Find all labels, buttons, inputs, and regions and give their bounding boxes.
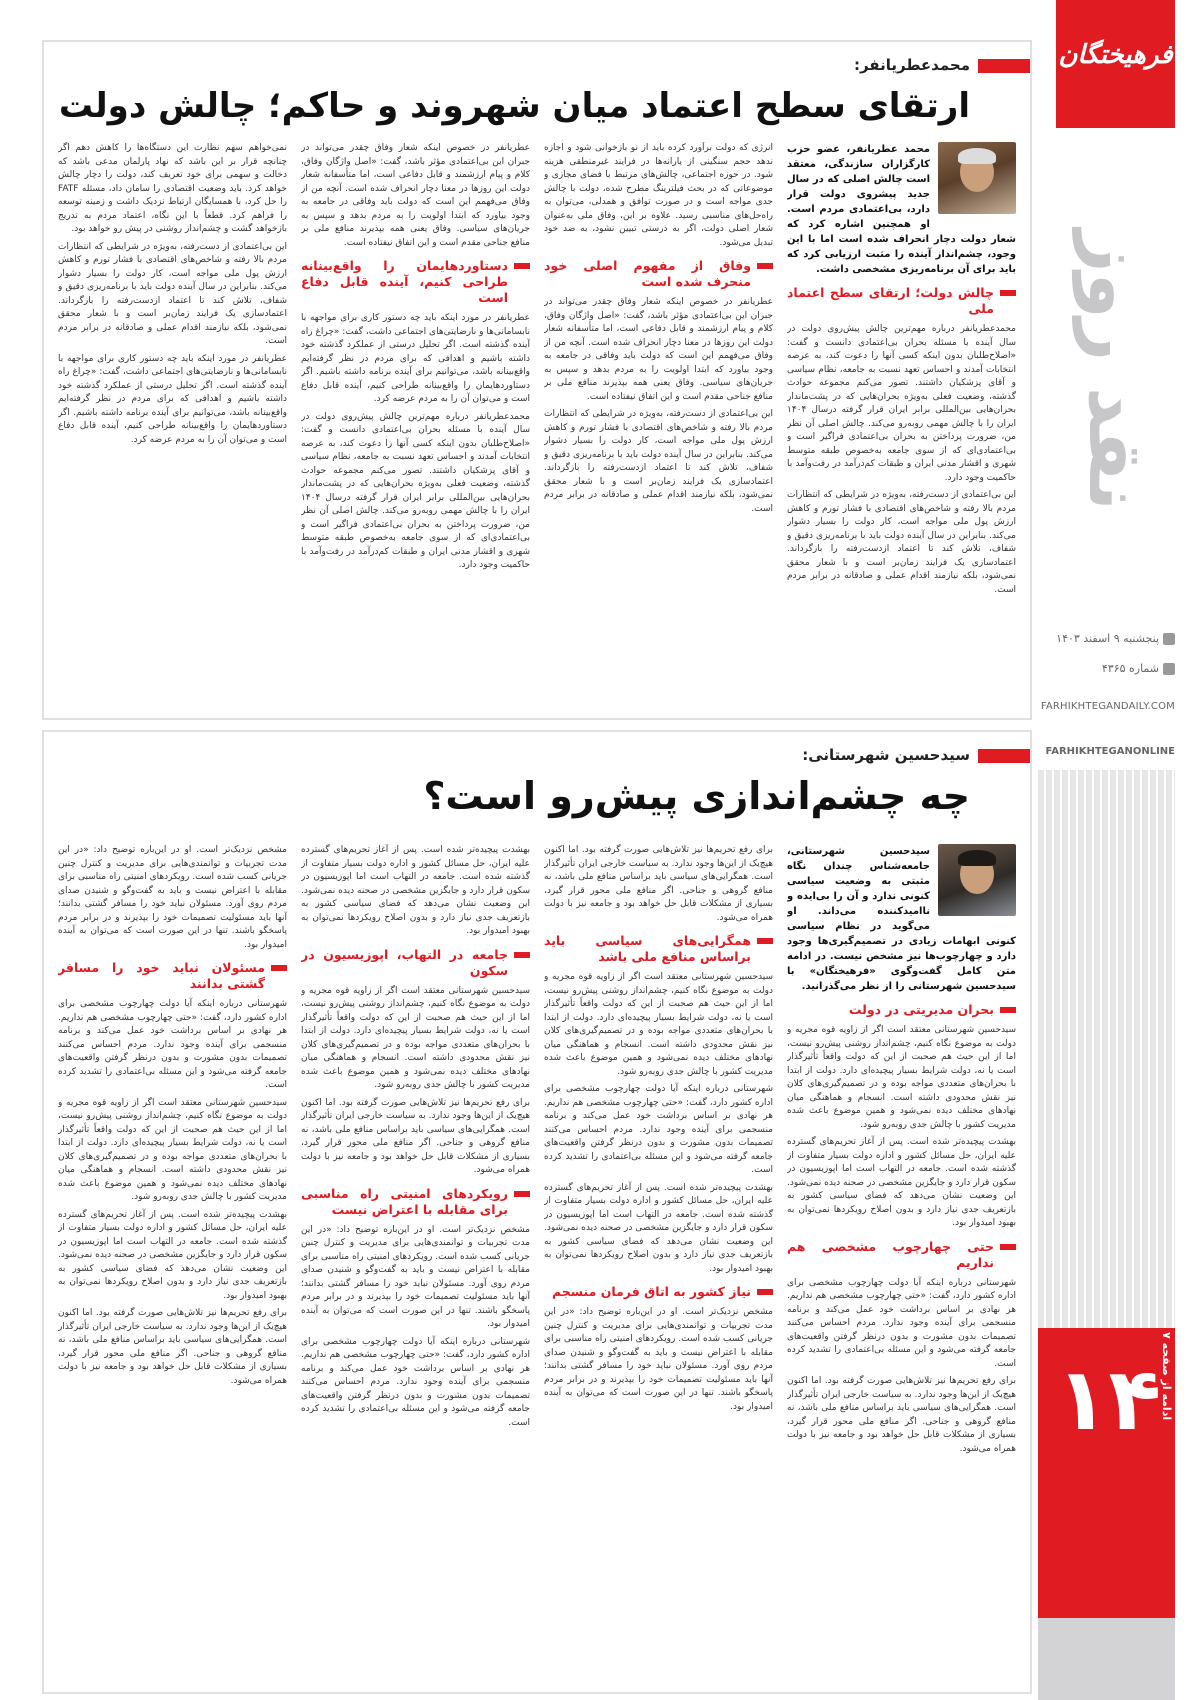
paragraph: عطریانفر در خصوص اینکه شعار وفاق چقدر می‌تواند در جبران این بی‌اعتمادی مؤثر باشد، گفت: «اصل واژگان وفاق، کلام و پیام ارزشمند و قابل دفاعی است، اما متأسفانه شعار دولت این روزها در معنا دچار انحراف شده است. آنچه من از وفاق می‌فهمم این است که دولت باید وفاقی در جامعه به وجود بیاورد که ابتدا اولویت را به مردم بدهد و سپس به جریان‌های سیاسی. وفاق یعنی همه بپذیرند منافع ملی بر منافع جناحی مقدم است و این اتفاق نیفتاده است. bbox=[301, 143, 530, 248]
paragraph: برای رفع تحریم‌ها نیز تلاش‌هایی صورت گرفته بود. اما اکنون هیچ‌یک از این‌ها وجود ندارد. به سیاست خارجی ایران تأثیرگذار است. همگرایی‌های سیاسی باید براساس منافع ملی باشد، نه منافع گروهی و جناحی. اگر منافع ملی محور قرار گیرد، بسیاری از مشکلات قابل حل خواهد بود و جامعه نیز با دولت همراه می‌شود. bbox=[544, 845, 773, 923]
paragraph: بهشدت پیچیده‌تر شده است. پس از آغاز تحریم‌های گسترده علیه ایران، حل مسائل کشور و اداره دولت بسیار متفاوت از گذشته شده است. جامعه در التهاب است اما اپوزیسیون در سکون قرار دارد و جایگزین مشخصی در صحنه دیده نمی‌شود. این وضعیت نشان می‌دهد که فضای سیاسی کشور به بازتعریف جدی نیاز دارد و بدون اصلاح رویکردها نمی‌توان به بهبود امیدوار بود. bbox=[58, 1209, 287, 1301]
article-columns bbox=[58, 142, 1016, 708]
newspaper-logo[interactable] bbox=[1056, 0, 1175, 128]
paragraph: این بی‌اعتمادی از دست‌رفته، به‌ویژه در شرایطی که انتظارات مردم بالا رفته و شاخص‌های اقتصادی با فشار تورم و کاهش ارزش پول ملی مواجه است، کار دولت را بسیار دشوار می‌کند. بنابراین در سال آینده دولت باید با برنامه‌ریزی دقیق و شفاف، تلاش کند تا اعتماد ازدست‌رفته را بازگرداند. اعتمادسازی یک فرایند زمان‌بر است و با شعار محقق نمی‌شود، بلکه نیازمند اقدام عملی و صادقانه در برابر مردم است. bbox=[544, 409, 773, 514]
article-author: محمدعطریانفر: bbox=[853, 56, 970, 74]
paragraph: بهشدت پیچیده‌تر شده است. پس از آغاز تحریم‌های گسترده علیه ایران، حل مسائل کشور و اداره دولت بسیار متفاوت از گذشته شده است. جامعه در التهاب است اما اپوزیسیون در سکون قرار دارد و جایگزین مشخصی در صحنه دیده نمی‌شود. این وضعیت نشان می‌دهد که فضای سیاسی کشور به بازتعریف جدی نیاز دارد و بدون اصلاح رویکردها نمی‌توان به بهبود امیدوار بود. bbox=[301, 845, 530, 936]
page-number: ۱۴ bbox=[1056, 1350, 1161, 1450]
paragraph: انرژی که دولت برآورد کرده باید از نو بازخوانی شود و اجازه ندهد حجم سنگینی از یارانه‌ها در فرایند غیرمنطقی هزینه شود. در حوزه اجتماعی، چالش‌های مرتبط با فضای مجازی و موضوعاتی که در بحث فیلترینگ مطرح شده، دولت با چالش جدی مواجه است و در صورت توافق و همدلی، می‌توان به راه‌حل‌های مناسبی رسید. علاوه بر این، وفاق ملی به‌عنوان شعار اصلی دولت، اگر به درستی تبیین نشود، به ضد خود تبدیل می‌شود. bbox=[544, 143, 773, 248]
paragraph: مشخص نزدیک‌تر است. او در این‌باره توضیح داد: «در این مدت تجربیات و توانمندی‌هایی برای مدیریت و کنترل چنین جریانی کسب شده است. رویکردهای امنیتی راه مناسبی برای مقابله با اعتراض نیست و باید به گفت‌وگو و شنیدن صدای مردم روی آورد. مسئولان نباید خود را مسافر گشتی بدانند؛ آنها باید مسئولیت تصمیمات خود را بپذیرند و در برابر مردم پاسخگو باشند. تنها در این صورت است که می‌توان به آینده امیدوار بود. bbox=[544, 1307, 773, 1412]
article-headline: چه چشم‌اندازی پیش‌رو است؟ bbox=[423, 774, 970, 818]
paragraph: عطریانفر در مورد اینکه باید چه دستور کاری برای مواجهه با نابسامانی‌ها و نارضایتی‌های اجتماعی داشت، گفت: «چراغ راه آینده گذشته است. اگر تحلیل درستی از عملکرد گذشته خود داشته باشیم و اهدافی که برای مردم در نظر گرفته‌ایم واقع‌بینانه باشد، می‌توانیم برای آینده برنامه داشته باشیم. اگر دستاوردهایمان را واقع‌بینانه طراحی کنیم، آینده قابل دفاع است و می‌توان آن را به مردم عرضه کرد. bbox=[301, 313, 530, 404]
paragraph: محمدعطریانفر درباره مهم‌ترین چالش پیش‌روی دولت در سال آینده با مسئله بحران بی‌اعتمادی دانست و گفت: «اصلاح‌طلبان بدون اینکه کسی آنها را دعوت کند، به عرصه انتخابات آمدند و احساس تعهد نسبت به جامعه، نظام سیاسی و آقای پزشکیان داشتند. تصور می‌کنم مجموعه حوادث گذشته، وضعیت فعلی به‌ویژه بحران‌هایی که در پشت‌ماندار بحران‌هایی بین‌المللی برابر ایران قرار گرفته درسال ۱۴۰۴ ایران را با چالش مهمی روبه‌رو می‌کند. چالش اصلی آن نظر من، ضرورت پرداختن به بحران بی‌اعتمادی فراگیر است و بی‌اعتمادی‌ای که از سوی جامعه به‌خصوص طبقه متوسط شهری و اقشار مدنی ایران و طبقات کم‌درآمد در رفت‌وآمد با حاکمیت وجود دارد. bbox=[301, 411, 530, 570]
author-marker bbox=[978, 749, 1030, 763]
section-title: نقد روز bbox=[1072, 229, 1158, 511]
paragraph: برای رفع تحریم‌ها نیز تلاش‌هایی صورت گرفته بود. اما اکنون هیچ‌یک از این‌ها وجود ندارد. به سیاست خارجی ایران تأثیرگذار است. همگرایی‌های سیاسی باید براساس منافع ملی باشد، نه منافع گروهی و جناحی. اگر منافع ملی محور قرار گیرد، بسیاری از مشکلات قابل حل خواهد بود و جامعه نیز با دولت همراه می‌شود. bbox=[58, 1308, 287, 1386]
article-lead: محمد عطریانفر، عضو حزب کارگزاران سازندگی، معتقد است چالش اصلی که در سال جدید پیشروی دولت قرار دارد، بی‌اعتمادی مردم است. او همچنین اشاره کرد که شعار دولت دچار انحراف شده است اما با این وجود، چشم‌انداز آینده را مثبت ارزیابی کرد که باید برای آن برنامه‌ریزی مشخصی داشت. bbox=[787, 144, 1016, 275]
website-link[interactable]: FARHIKHTEGANDAILY.COM bbox=[1040, 701, 1175, 712]
article-columns bbox=[58, 844, 1016, 1682]
paragraph: شهرستانی درباره اینکه آیا دولت چهارچوب مشخصی برای اداره کشور دارد، گفت: «حتی چهارچوب مشخصی هم نداریم. هر نهادی بر اساس برداشت خود عمل می‌کند و برنامه منسجمی برای آینده وجود ندارد. مردم احساس می‌کنند تصمیمات بدون مشورت و بدون درنظر گرفتن واقعیت‌های جامعه گرفته می‌شود و این مسئله بی‌اعتمادی را تشدید کرده است. bbox=[301, 1336, 530, 1428]
column-4 bbox=[58, 142, 287, 708]
subheading: بحران مدیریتی در دولت bbox=[787, 1002, 1016, 1018]
author-photo bbox=[938, 142, 1016, 214]
paragraph: شهرستانی درباره اینکه آیا دولت چهارچوب مشخصی برای اداره کشور دارد، گفت: «حتی چهارچوب مشخصی هم نداریم. هر نهادی بر اساس برداشت خود عمل می‌کند و برنامه منسجمی برای آینده وجود ندارد. مردم احساس می‌کنند تصمیمات بدون مشورت و بدون درنظر گرفتن واقعیت‌های جامعه گرفته می‌شود و این مسئله بی‌اعتمادی را تشدید کرده است. bbox=[787, 1277, 1016, 1369]
paragraph: برای رفع تحریم‌ها نیز تلاش‌هایی صورت گرفته بود. اما اکنون هیچ‌یک از این‌ها وجود ندارد. به سیاست خارجی ایران تأثیرگذار است. همگرایی‌های سیاسی باید براساس منافع ملی باشد، نه منافع گروهی و جناحی. اگر منافع ملی محور قرار گیرد، بسیاری از مشکلات قابل حل خواهد بود و جامعه نیز با دولت همراه می‌شود. bbox=[301, 1097, 530, 1175]
paragraph: برای رفع تحریم‌ها نیز تلاش‌هایی صورت گرفته بود. اما اکنون هیچ‌یک از این‌ها وجود ندارد. به سیاست خارجی ایران تأثیرگذار است. همگرایی‌های سیاسی باید براساس منافع ملی باشد، نه منافع گروهی و جناحی. اگر منافع ملی محور قرار گیرد، بسیاری از مشکلات قابل حل خواهد بود و جامعه نیز با دولت همراه می‌شود. bbox=[787, 1376, 1016, 1454]
issue-date bbox=[1035, 632, 1175, 645]
article-author: سیدحسین شهرستانی: bbox=[802, 746, 970, 764]
subheading: نیاز کشور به اتاق فرمان منسجم bbox=[544, 1284, 773, 1300]
strip-footer bbox=[1038, 1618, 1175, 1700]
paragraph: نمی‌خواهم سهم نظارت این دستگاه‌ها را کاهش دهم اگر چنانچه قرار بر این باشد که نهاد پارلمان مدعی باشد که دخالت و سهمی برای خود تعریف کند، دولت را دچار چالش خواهد کرد. باید وضعیت اقتصادی را سامان داد، مسئله FATF را حل کرد، با همسایگان ارتباط نزدیک داشت و زمینه توسعه را فراهم کرد. قطعاً با این نگاه، اعتماد مردم به تدریج بازخواهد گشت و چشم‌انداز روشنی در پیش رو خواهد بود. bbox=[58, 143, 287, 234]
issue-number bbox=[1035, 662, 1175, 675]
author-marker bbox=[978, 59, 1030, 73]
paragraph: محمدعطریانفر درباره مهم‌ترین چالش پیش‌روی دولت در سال آینده با مسئله بحران بی‌اعتمادی دانست و گفت: «اصلاح‌طلبان بدون اینکه کسی آنها را دعوت کند، به عرصه انتخابات آمدند و احساس تعهد نسبت به جامعه، نظام سیاسی و آقای پزشکیان داشتند. تصور می‌کنم مجموعه حوادث گذشته، وضعیت فعلی به‌ویژه بحران‌هایی که در پشت‌ماندار بحران‌هایی بین‌المللی برابر ایران قرار گرفته درسال ۱۴۰۴ ایران را با چالش مهمی روبه‌رو می‌کند. چالش اصلی آن نظر من، ضرورت پرداختن به بحران بی‌اعتمادی فراگیر است و بی‌اعتمادی‌ای که از سوی جامعه به‌خصوص طبقه متوسط شهری و اقشار مدنی ایران و طبقات کم‌درآمد در رفت‌وآمد با حاکمیت وجود دارد. bbox=[787, 324, 1016, 483]
paragraph: شهرستانی درباره اینکه آیا دولت چهارچوب مشخصی برای اداره کشور دارد، گفت: «حتی چهارچوب مشخصی هم نداریم. هر نهادی بر اساس برداشت خود عمل می‌کند و برنامه منسجمی برای آینده وجود ندارد. مردم احساس می‌کنند تصمیمات بدون مشورت و بدون درنظر گرفتن واقعیت‌های جامعه گرفته می‌شود و این مسئله بی‌اعتمادی را تشدید کرده است. bbox=[58, 999, 287, 1090]
continue-note: ادامه از صفحه ۷ bbox=[1160, 1332, 1173, 1421]
column-4 bbox=[58, 844, 287, 1682]
subheading: دستاوردهایمان را واقع‌بینانه طراحی کنیم، آینده قابل دفاع است bbox=[301, 258, 530, 306]
article-atrianfar bbox=[42, 40, 1032, 720]
subheading: جامعه در التهاب، اپوزیسیون در سکون bbox=[301, 947, 530, 979]
subheading: رویکردهای امنیتی راه مناسبی برای مقابله با اعتراض نیست bbox=[301, 1186, 530, 1218]
paragraph: عطریانفر در خصوص اینکه شعار وفاق چقدر می‌تواند در جبران این بی‌اعتمادی مؤثر باشد، گفت: «اصل واژگان وفاق، کلام و پیام ارزشمند و قابل دفاعی است، اما متأسفانه شعار دولت این روزها در معنا دچار انحراف شده است. آنچه من از وفاق می‌فهمم این است که دولت باید وفاقی در جامعه به وجود بیاورد که ابتدا اولویت را به مردم بدهد و سپس به جریان‌های سیاسی. وفاق یعنی همه بپذیرند منافع ملی بر منافع جناحی مقدم است و این اتفاق نیفتاده است. bbox=[544, 297, 773, 402]
column-1 bbox=[787, 844, 1016, 1682]
calendar-icon bbox=[1163, 633, 1175, 645]
paragraph: این بی‌اعتمادی از دست‌رفته، به‌ویژه در شرایطی که انتظارات مردم بالا رفته و شاخص‌های اقتصادی با فشار تورم و کاهش ارزش پول ملی مواجه است، کار دولت را بسیار دشوار می‌کند. بنابراین در سال آینده دولت باید با برنامه‌ریزی دقیق و شفاف، تلاش کند تا اعتماد ازدست‌رفته را بازگرداند. اعتمادسازی یک فرایند زمان‌بر است و با شعار محقق نمی‌شود، بلکه نیازمند اقدام عملی و صادقانه در برابر مردم است. bbox=[58, 241, 287, 346]
column-2 bbox=[544, 142, 773, 708]
subheading: حتی چهارچوب مشخصی هم نداریم bbox=[787, 1239, 1016, 1271]
decorative-pattern bbox=[1038, 770, 1175, 1330]
paragraph: مشخص نزدیک‌تر است. او در این‌باره توضیح داد: «در این مدت تجربیات و توانمندی‌هایی برای مدیریت و کنترل چنین جریانی کسب شده است. رویکردهای امنیتی راه مناسبی برای مقابله با اعتراض نیست و باید به گفت‌وگو و شنیدن صدای مردم روی آورد. مسئولان نباید خود را مسافر گشتی بدانند؛ آنها باید مسئولیت تصمیمات خود را بپذیرند و در برابر مردم پاسخگو باشند. تنها در این صورت است که می‌توان به آینده امیدوار بود. bbox=[58, 845, 287, 950]
paragraph: مشخص نزدیک‌تر است. او در این‌باره توضیح داد: «در این مدت تجربیات و توانمندی‌هایی برای مدیریت و کنترل چنین جریانی کسب شده است. رویکردهای امنیتی راه مناسبی برای مقابله با اعتراض نیست و باید به گفت‌وگو و شنیدن صدای مردم روی آورد. مسئولان نباید خود را مسافر گشتی بدانند؛ آنها باید مسئولیت تصمیمات خود را بپذیرند و در برابر مردم پاسخگو باشند. تنها در این صورت است که می‌توان به آینده امیدوار بود. bbox=[301, 1224, 530, 1329]
subheading: وفاق از مفهوم اصلی خود منحرف شده است bbox=[544, 258, 773, 290]
paragraph: این بی‌اعتمادی از دست‌رفته، به‌ویژه در شرایطی که انتظارات مردم بالا رفته و شاخص‌های اقتصادی با فشار تورم و کاهش ارزش پول ملی مواجه است، کار دولت را بسیار دشوار می‌کند. بنابراین در سال آینده دولت باید با برنامه‌ریزی دقیق و شفاف، تلاش کند تا اعتماد ازدست‌رفته را بازگرداند. اعتمادسازی یک فرایند زمان‌بر است و با شعار محقق نمی‌شود، بلکه نیازمند اقدام عملی و صادقانه در برابر مردم است. bbox=[787, 490, 1016, 595]
article-headline: ارتقای سطح اعتماد میان شهروند و حاکم؛ چالش دولت bbox=[58, 86, 970, 126]
article-lead: سیدحسین شهرستانی، جامعه‌شناس چندان نگاه مثبتی به وضعیت سیاسی کنونی ندارد و آن را بی‌ایده و ناامیدکننده می‌داند. او می‌گوید در نظام سیاسی کنونی ابهامات زیادی در تصمیم‌گیری‌ها وجود دارد و چهارچوب‌ها نیز مشخص نیست. در ادامه متن کامل گفت‌وگوی «فرهیختگان» با سیدحسین شهرستانی را از نظر می‌گذرانید. bbox=[787, 846, 1016, 992]
column-1 bbox=[787, 142, 1016, 708]
logo-text: فرهیختگان bbox=[1058, 40, 1173, 70]
paragraph: سیدحسین شهرستانی معتقد است اگر از زاویه قوه مجریه و دولت به موضوع نگاه کنیم، چشم‌انداز روشنی پیش‌رو نیست، اما از این حیث هم صحبت از این که دولت واقعاً تأثیرگذار است یا نه، دولت شرایط بسیار پیچیده‌ای دارد. دولت از ابتدا با بحران‌های متعددی مواجه بوده و در تصمیم‌گیری‌های کلان نیز نقش محدودی داشته است. انسجام و هماهنگی میان نهادهای مختلف دیده نمی‌شود و همین موضوع باعث شده مدیریت کشور با چالش جدی روبه‌رو شود. bbox=[301, 985, 530, 1090]
paragraph: سیدحسین شهرستانی معتقد است اگر از زاویه قوه مجریه و دولت به موضوع نگاه کنیم، چشم‌انداز روشنی پیش‌رو نیست، اما از این حیث هم صحبت از این که دولت واقعاً تأثیرگذار است یا نه، دولت شرایط بسیار پیچیده‌ای دارد. دولت از ابتدا با بحران‌های متعددی مواجه بوده و در تصمیم‌گیری‌های کلان نیز نقش محدودی داشته است. انسجام و هماهنگی میان نهادهای مختلف دیده نمی‌شود و همین موضوع باعث شده مدیریت کشور با چالش جدی روبه‌رو شود. bbox=[544, 972, 773, 1077]
article-shahrestani bbox=[42, 730, 1032, 1694]
column-2 bbox=[544, 844, 773, 1682]
issue-number-text: شماره ۴۳۶۵ bbox=[1101, 662, 1159, 675]
paragraph: عطریانفر در مورد اینکه باید چه دستور کاری برای مواجهه با نابسامانی‌ها و نارضایتی‌های اجتماعی داشت، گفت: «چراغ راه آینده گذشته است. اگر تحلیل درستی از عملکرد گذشته خود داشته باشیم و اهدافی که برای مردم در نظر گرفته‌ایم واقع‌بینانه باشد، می‌توانیم برای آینده برنامه داشته باشیم. اگر دستاوردهایمان را واقع‌بینانه طراحی کنیم، آینده قابل دفاع است و می‌توان آن را به مردم عرضه کرد. bbox=[58, 353, 287, 445]
column-3 bbox=[301, 844, 530, 1682]
paragraph: سیدحسین شهرستانی معتقد است اگر از زاویه قوه مجریه و دولت به موضوع نگاه کنیم، چشم‌انداز روشنی پیش‌رو نیست، اما از این حیث هم صحبت از این که دولت واقعاً تأثیرگذار است یا نه، دولت شرایط بسیار پیچیده‌ای دارد. دولت از ابتدا با بحران‌های متعددی مواجه بوده و در تصمیم‌گیری‌های کلان نیز نقش محدودی داشته است. انسجام و هماهنگی میان نهادهای مختلف دیده نمی‌شود و همین موضوع باعث شده مدیریت کشور با چالش جدی روبه‌رو شود. bbox=[58, 1097, 287, 1202]
issue-icon bbox=[1163, 663, 1175, 675]
paragraph: شهرستانی درباره اینکه آیا دولت چهارچوب مشخصی برای اداره کشور دارد، گفت: «حتی چهارچوب مشخصی هم نداریم. هر نهادی بر اساس برداشت خود عمل می‌کند و برنامه منسجمی برای آینده وجود ندارد. مردم احساس می‌کنند تصمیمات بدون مشورت و بدون درنظر گرفتن واقعیت‌های جامعه گرفته می‌شود و این مسئله بی‌اعتمادی را تشدید کرده است. bbox=[544, 1084, 773, 1175]
paragraph: بهشدت پیچیده‌تر شده است. پس از آغاز تحریم‌های گسترده علیه ایران، حل مسائل کشور و اداره دولت بسیار متفاوت از گذشته شده است. جامعه در التهاب است اما اپوزیسیون در سکون قرار دارد و جایگزین مشخصی در صحنه دیده نمی‌شود. این وضعیت نشان می‌دهد که فضای سیاسی کشور به بازتعریف جدی نیاز دارد و بدون اصلاح رویکردها نمی‌توان به بهبود امیدوار بود. bbox=[544, 1182, 773, 1274]
instagram-handle[interactable]: FARHIKHTEGANONLINE bbox=[1045, 746, 1175, 757]
paragraph: سیدحسین شهرستانی معتقد است اگر از زاویه قوه مجریه و دولت به موضوع نگاه کنیم، چشم‌انداز روشنی پیش‌رو نیست، اما از این حیث هم صحبت از این که دولت واقعاً تأثیرگذار است یا نه، دولت شرایط بسیار پیچیده‌ای دارد. دولت از ابتدا با بحران‌های متعددی مواجه بوده و در تصمیم‌گیری‌های کلان نیز نقش محدودی داشته است. انسجام و هماهنگی میان نهادهای مختلف دیده نمی‌شود و همین موضوع باعث شده مدیریت کشور با چالش جدی روبه‌رو شود. bbox=[787, 1025, 1016, 1130]
subheading: همگرایی‌های سیاسی باید براساس منافع ملی باشد bbox=[544, 933, 773, 965]
paragraph: بهشدت پیچیده‌تر شده است. پس از آغاز تحریم‌های گسترده علیه ایران، حل مسائل کشور و اداره دولت بسیار متفاوت از گذشته شده است. جامعه در التهاب است اما اپوزیسیون در سکون قرار دارد و جایگزین مشخصی در صحنه دیده نمی‌شود. این وضعیت نشان می‌دهد که فضای سیاسی کشور به بازتعریف جدی نیاز دارد و بدون اصلاح رویکردها نمی‌توان به بهبود امیدوار بود. bbox=[787, 1137, 1016, 1228]
author-photo bbox=[938, 844, 1016, 916]
column-3 bbox=[301, 142, 530, 708]
issue-date-text: پنجشنبه ۹ اسفند ۱۴۰۳ bbox=[1056, 632, 1159, 645]
side-strip bbox=[1011, 0, 1191, 1700]
subheading: مسئولان نباید خود را مسافر گشتی بدانند bbox=[58, 960, 287, 992]
subheading: چالش دولت؛ ارتقای سطح اعتماد ملی bbox=[787, 285, 1016, 317]
